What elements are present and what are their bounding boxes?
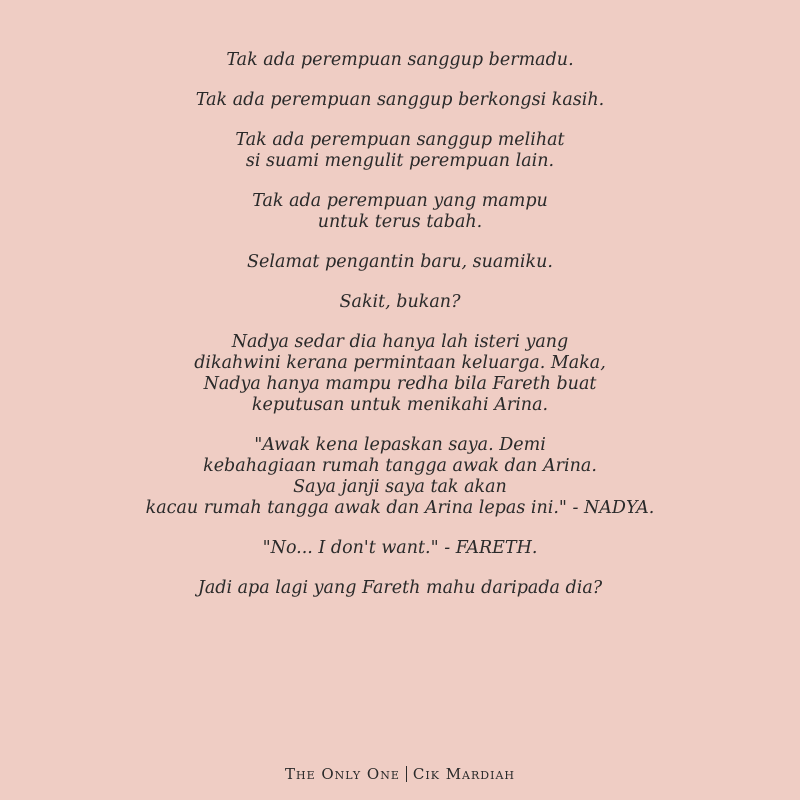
text-line: Tak ada perempuan sanggup berkongsi kasih. [195,90,605,110]
text-line: "No... I don't want." - FARETH. [262,538,538,558]
text-line: Tak ada perempuan sanggup bermadu. [226,50,574,70]
stanza-2 [0,90,800,111]
text-line: "Awak kena lepaskan saya. Demi [254,435,546,455]
text-line: Selamat pengantin baru, suamiku. [247,252,553,272]
stanza-10 [0,578,800,599]
text-line: Nadya sedar dia hanya lah isteri yang [231,332,569,352]
text-line: si suami mengulit perempuan lain. [245,151,555,171]
divider [406,766,407,782]
stanza-4 [0,191,800,233]
text-line: Tak ada perempuan sanggup melihat [235,130,565,150]
stanza-6 [0,292,800,313]
text-line: untuk terus tabah. [317,212,483,232]
teaser-text [0,50,800,618]
text-line: dikahwini kerana permintaan keluarga. Maka, [194,353,606,373]
stanza-8 [0,435,800,519]
text-line: keputusan untuk menikahi Arina. [251,395,549,415]
text-line: Jadi apa lagi yang Fareth mahu daripada dia? [197,578,603,598]
stanza-9 [0,538,800,559]
book-title: The Only One [284,765,400,783]
stanza-1 [0,50,800,71]
stanza-7 [0,332,800,416]
text-line: Sakit, bukan? [339,292,461,312]
stanza-3 [0,130,800,172]
book-credit [0,765,800,783]
text-line: Saya janji saya tak akan [293,477,507,497]
text-line: Nadya hanya mampu redha bila Fareth buat [203,374,597,394]
text-line: kebahagiaan rumah tangga awak dan Arina. [203,456,597,476]
stanza-5 [0,252,800,273]
author-name: Cik Mardiah [412,765,515,783]
text-line: Tak ada perempuan yang mampu [252,191,548,211]
text-line: kacau rumah tangga awak dan Arina lepas ini." - NADYA. [145,498,655,518]
